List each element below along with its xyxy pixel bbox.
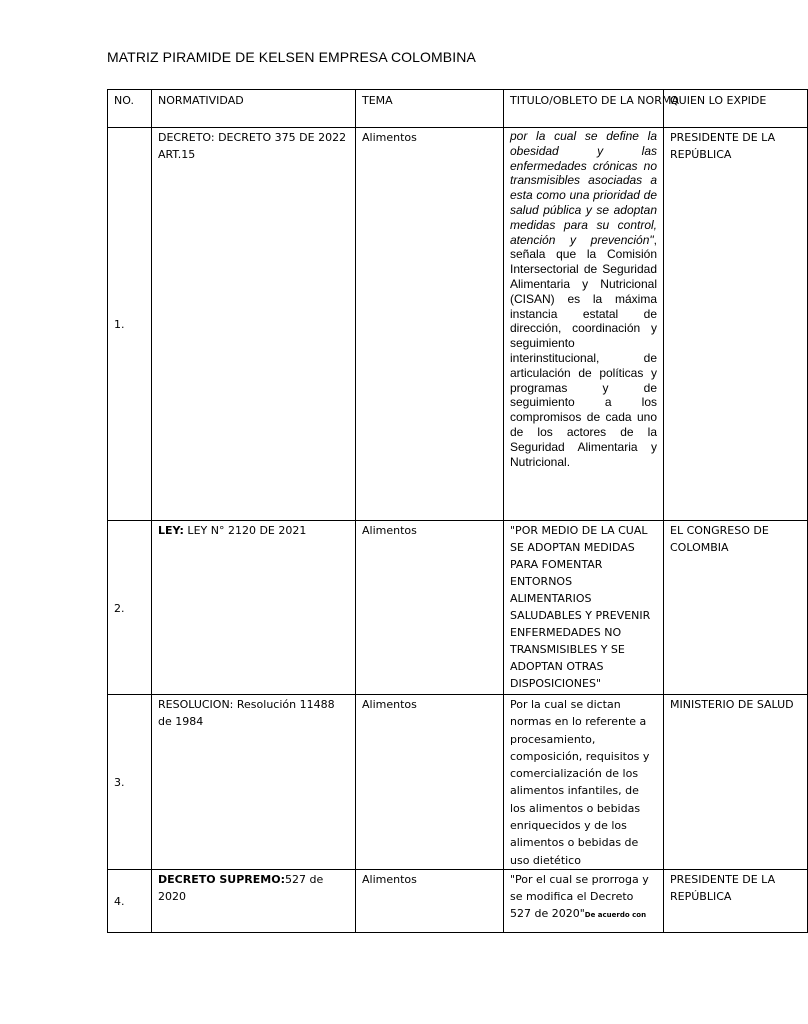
normatividad-cell: [152, 869, 356, 932]
titulo-tail: De acuerdo con: [584, 910, 647, 919]
quien-cell: PRESIDENTE DE LA REPÚBLICA: [664, 869, 808, 932]
normatividad-cell: [152, 128, 356, 521]
normatividad-cell: [152, 521, 356, 695]
row-number: 4.: [108, 869, 152, 932]
norm-type: LEY:: [158, 524, 184, 537]
quien-cell: MINISTERIO DE SALUD: [664, 695, 808, 870]
header-tema: TEMA: [356, 90, 504, 128]
titulo-cell: Por la cual se dictan normas en lo referente a procesamiento, composición, requisitos y comercialización de los alimentos infantiles, de los alimentos o bebidas enriquecidos y de los alimentos o bebidas de uso dietético: [504, 695, 664, 870]
tema-cell: Alimentos: [356, 521, 504, 695]
titulo-cell: "POR MEDIO DE LA CUAL SE ADOPTAN MEDIDAS PARA FOMENTAR ENTORNOS ALIMENTARIOS SALUDABLES Y PREVENIR ENFERMEDADES NO TRANSMISIBLES Y SE ADOPTAN OTRAS DISPOSICIONES": [504, 521, 664, 695]
row-number: 2.: [108, 521, 152, 695]
titulo-cell: [504, 869, 664, 932]
table-row: [108, 695, 808, 870]
table-row: [108, 521, 808, 695]
quien-cell: PRESIDENTE DE LA REPÚBLICA: [664, 128, 808, 521]
table-row: [108, 869, 808, 932]
norm-type: RESOLUCION:: [158, 698, 234, 711]
row-number: 1.: [108, 128, 152, 521]
header-no: NO.: [108, 90, 152, 128]
quien-cell: EL CONGRESO DE COLOMBIA: [664, 521, 808, 695]
normatividad-cell: [152, 695, 356, 870]
tema-cell: Alimentos: [356, 128, 504, 521]
kelsen-matrix-table: [107, 89, 808, 933]
header-titulo: TITULO/OBLETO DE LA NORMA: [504, 90, 664, 128]
titulo-text: "Por el cual se prorroga y se modifica el Decreto 527 de 2020": [510, 872, 649, 920]
norm-name: Resolución 11488 de 1984: [158, 698, 335, 728]
titulo-italic-text: por la cual se define la obesidad y las enfermedades crónicas no transmisibles asociadas a esta como una prioridad de salud pública y se adoptan medidas para su control, atención y prevención": [510, 129, 657, 247]
norm-name: DECRETO 375 DE 2022 ART.15: [158, 131, 347, 161]
header-normatividad: NORMATIVIDAD: [152, 90, 356, 128]
norm-name: 527 de 2020: [158, 872, 324, 903]
row-number: 3.: [108, 695, 152, 870]
header-row: [108, 90, 808, 128]
tema-cell: Alimentos: [356, 695, 504, 870]
tema-cell: Alimentos: [356, 869, 504, 932]
table-row: [108, 128, 808, 521]
titulo-plain-text: , señala que la Comisión Intersectorial de Seguridad Alimentaria y Nutricional (CISAN) es la máxima instancia estatal de dirección, coordinación y seguimiento interinstitucional, de articulación de políticas y programas y de seguimiento a los compromisos de cada uno de los actores de la Seguridad Alimentaria y Nutricional.: [510, 232, 657, 469]
titulo-cell: [504, 128, 664, 521]
norm-type: DECRETO:: [158, 131, 215, 144]
norm-type: DECRETO SUPREMO:: [158, 872, 285, 886]
page-title: MATRIZ PIRAMIDE DE KELSEN EMPRESA COLOMBINA: [107, 49, 476, 65]
header-quien: QUIEN LO EXPIDE: [664, 90, 808, 128]
norm-name: LEY N° 2120 DE 2021: [183, 524, 307, 537]
